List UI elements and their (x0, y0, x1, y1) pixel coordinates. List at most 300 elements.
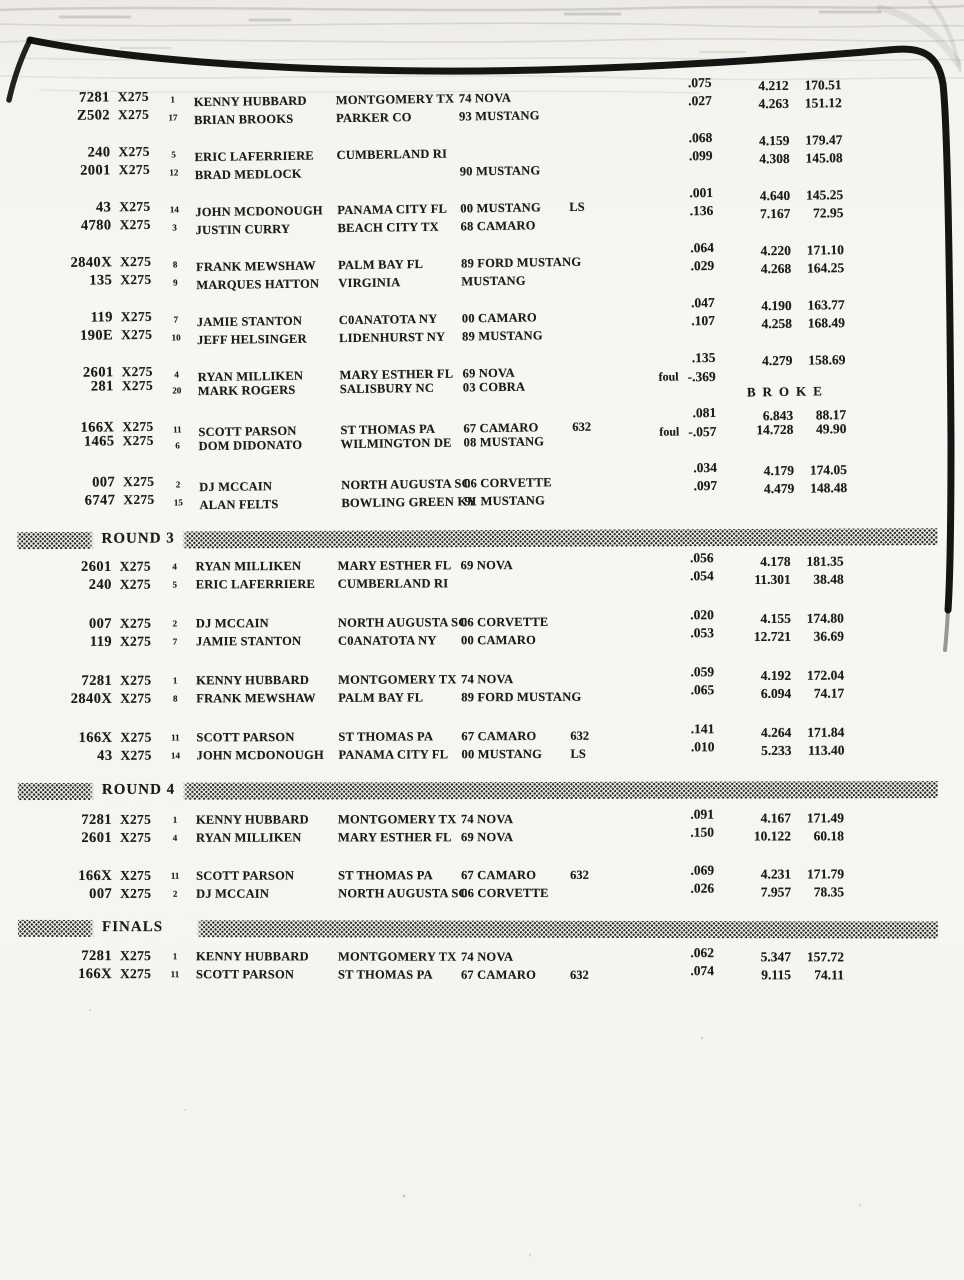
driver-name: RYAN MILLIKEN (195, 830, 302, 845)
qualifying-rank: 11 (171, 732, 180, 743)
class-label: X275 (120, 747, 152, 763)
car-note (562, 100, 602, 101)
qualifying-rank: 8 (172, 693, 178, 704)
broke-note (714, 648, 844, 649)
car-model: 00 MUSTANG (460, 200, 541, 216)
round-header-band (18, 781, 938, 800)
reaction-cell (604, 807, 714, 823)
qualifying-rank: 3 (172, 222, 177, 233)
car-number: 2001 (80, 162, 111, 179)
car-number: 2601 (81, 829, 113, 846)
hometown: PANAMA CITY FL (338, 747, 449, 762)
trap-speed: 170.51 (804, 77, 842, 93)
elapsed-time: 4.178 (760, 553, 791, 569)
car-number: 281 (90, 378, 114, 395)
race-pair (66, 404, 847, 458)
hometown: PALM BAY FL (337, 256, 424, 273)
class-label: X275 (119, 829, 152, 845)
driver-name: JAMIE STANTON (196, 313, 303, 330)
hometown: BOWLING GREEN KY (341, 494, 477, 511)
hometown: MARY ESTHER FL (337, 830, 452, 845)
car-model: 67 CAMARO (461, 728, 537, 744)
driver-name: SCOTT PARSON (196, 729, 295, 745)
driver-name: SCOTT PARSON (198, 423, 297, 440)
reaction-cell (604, 863, 714, 879)
car-number: 166X (78, 966, 112, 983)
car-model: 93 MUSTANG (458, 108, 540, 124)
reaction-cell (606, 424, 716, 442)
car-model: 74 NOVA (461, 672, 514, 687)
driver-name: JOHN MCDONOUGH (195, 203, 323, 220)
reaction-cell (603, 203, 713, 221)
car-model: 08 MUSTANG (463, 434, 545, 450)
trap-speed: 60.18 (813, 828, 845, 844)
elapsed-time: 6.843 (762, 407, 794, 424)
class-label: X275 (119, 966, 152, 982)
hometown: ST THOMAS PA (338, 729, 434, 744)
reaction-cell (606, 369, 716, 387)
car-model: 00 MUSTANG (461, 746, 543, 762)
car-number: 2840X (70, 690, 113, 707)
run-row (64, 666, 844, 687)
round-header-band (17, 528, 937, 549)
reaction-cell (604, 240, 714, 258)
class-label: X275 (123, 491, 155, 508)
round-header-label: FINALS (94, 917, 197, 938)
trap-speed: 163.77 (807, 297, 845, 313)
broke-note (715, 762, 845, 763)
car-number: 2601 (81, 558, 112, 575)
car-number: 119 (89, 633, 113, 650)
car-number: 135 (89, 272, 113, 289)
trap-speed: 157.72 (806, 949, 845, 965)
reaction-time: .107 (691, 312, 716, 329)
reaction-cell (607, 478, 717, 496)
round-section (64, 920, 844, 981)
car-model: 06 CORVETTE (460, 614, 549, 630)
reaction-cell (603, 185, 713, 203)
reaction-time: .029 (690, 257, 715, 274)
qualifying-rank: 11 (173, 424, 182, 435)
reaction-time: .150 (690, 824, 714, 840)
driver-name: MARK ROGERS (197, 382, 296, 399)
trap-speed: 113.40 (808, 742, 845, 758)
run-row (64, 944, 844, 963)
qualifying-rank: 20 (172, 385, 182, 396)
reaction-cell (605, 295, 715, 313)
broke-note (714, 591, 844, 592)
elapsed-time: 12.721 (753, 628, 791, 644)
run-row (64, 862, 844, 882)
trap-speed: 74.17 (813, 685, 845, 701)
foul-flag: foul (659, 424, 680, 439)
qualifying-rank: 15 (173, 497, 183, 508)
elapsed-time: 4.155 (760, 610, 791, 626)
trap-speed: 171.84 (807, 724, 845, 740)
driver-name: KENNY HUBBARD (195, 949, 309, 964)
qualifying-rank: 2 (175, 479, 181, 490)
car-model: 74 NOVA (458, 90, 512, 106)
qualifying-rank: 14 (169, 204, 179, 215)
qualifying-rank: 2 (172, 888, 178, 899)
car-number: 6747 (84, 492, 116, 509)
car-number: 43 (95, 199, 112, 216)
car-model: 00 CAMARO (461, 310, 538, 326)
elapsed-time: 4.479 (763, 480, 795, 497)
car-note: 632 (570, 728, 590, 743)
driver-name: DJ MCCAIN (196, 886, 270, 901)
car-number: 2601 (82, 364, 114, 381)
driver-name: DJ MCCAIN (195, 616, 269, 631)
race-pair (64, 552, 844, 591)
hometown: ST THOMAS PA (337, 967, 433, 982)
driver-name: SCOTT PARSON (196, 868, 295, 883)
reaction-cell (604, 963, 714, 979)
elapsed-time: 4.279 (761, 352, 793, 369)
class-label: X275 (119, 948, 152, 964)
qualifying-rank: 1 (172, 814, 178, 825)
reaction-time: .141 (690, 721, 715, 737)
reaction-cell (604, 258, 714, 276)
race-pair (64, 239, 845, 293)
run-row (64, 880, 844, 900)
elapsed-time: 4.192 (760, 667, 792, 683)
driver-name: JOHN MCDONOUGH (196, 747, 324, 763)
reaction-time: .135 (691, 349, 716, 366)
hometown: BEACH CITY TX (337, 219, 439, 236)
car-model: 69 NOVA (462, 365, 515, 381)
car-number: 4780 (80, 217, 112, 234)
car-model: 90 MUSTANG (459, 163, 541, 179)
car-note (565, 338, 605, 339)
qualifying-rank: 11 (170, 969, 180, 980)
hometown: PANAMA CITY FL (337, 201, 448, 218)
trap-speed: 172.04 (806, 667, 845, 683)
elapsed-time: 11.301 (754, 571, 791, 587)
car-note: LS (569, 199, 585, 214)
elapsed-time: 4.159 (758, 132, 790, 149)
run-row (64, 824, 844, 844)
class-label: X275 (119, 558, 151, 574)
driver-name: SCOTT PARSON (195, 967, 295, 982)
driver-name: MARQUES HATTON (196, 276, 320, 293)
reaction-time: .081 (692, 404, 717, 421)
trap-speed: 88.17 (815, 407, 847, 423)
reaction-cell (604, 550, 714, 566)
car-note (565, 320, 605, 321)
reaction-time: .034 (693, 459, 718, 476)
car-model: 03 COBRA (462, 379, 526, 395)
race-pair (64, 862, 844, 900)
hometown: MONTGOMERY TX (338, 672, 457, 687)
class-label: X275 (119, 811, 152, 827)
car-number: 2840X (70, 254, 113, 271)
reaction-time: .075 (687, 74, 712, 91)
car-number: 166X (78, 867, 113, 884)
round-section (64, 781, 844, 900)
qualifying-rank: 5 (171, 149, 176, 160)
elapsed-time: 9.115 (761, 967, 791, 983)
car-model: 67 CAMARO (463, 420, 539, 436)
hometown: CUMBERLAND RI (336, 146, 448, 163)
car-model: 74 NOVA (460, 812, 514, 827)
reaction-time: .062 (690, 945, 715, 961)
trap-speed: 174.05 (809, 462, 848, 478)
reaction-cell (601, 75, 711, 93)
reaction-cell (605, 313, 715, 331)
elapsed-time: 4.179 (763, 462, 795, 479)
qualifying-rank: 11 (170, 870, 180, 881)
car-model: MUSTANG (461, 273, 526, 289)
reaction-cell (604, 607, 714, 623)
reaction-time: .136 (689, 202, 714, 219)
hometown: WILMINGTON DE (340, 435, 452, 452)
car-note: LS (570, 746, 586, 761)
car-number: 7281 (79, 89, 110, 106)
reaction-time: .099 (688, 147, 713, 164)
reaction-time: .069 (690, 862, 715, 878)
elapsed-time: 4.263 (758, 95, 789, 112)
elapsed-time: 4.167 (760, 810, 791, 826)
elapsed-time: 4.308 (759, 150, 790, 167)
reaction-cell (604, 721, 714, 737)
elapsed-time: 5.347 (760, 949, 792, 965)
qualifying-rank: 6 (175, 440, 180, 451)
car-model: 67 CAMARO (460, 967, 537, 982)
class-label: X275 (119, 576, 151, 592)
driver-name: FRANK MEWSHAW (196, 258, 316, 275)
driver-name: BRAD MEDLOCK (194, 166, 302, 183)
qualifying-rank: 1 (170, 94, 176, 105)
class-label: X275 (120, 885, 152, 901)
car-note (563, 155, 603, 156)
elapsed-time: 4.212 (758, 77, 789, 94)
driver-name: JEFF HELSINGER (197, 331, 307, 348)
qualifying-rank: 4 (174, 369, 179, 380)
class-label: X275 (121, 363, 153, 380)
reaction-time: -.057 (688, 423, 717, 440)
reaction-time: .001 (689, 184, 714, 201)
driver-name: FRANK MEWSHAW (196, 690, 316, 706)
hometown: PALM BAY FL (338, 690, 424, 705)
hometown: NORTH AUGUSTA SC (341, 476, 471, 493)
run-row (64, 806, 844, 826)
race-pair (62, 129, 843, 183)
class-label: X275 (120, 326, 153, 343)
elapsed-time: 10.122 (753, 828, 792, 844)
class-label: X275 (118, 161, 151, 178)
elapsed-time: 4.264 (760, 724, 792, 740)
car-note (567, 503, 607, 504)
class-label: X275 (120, 672, 152, 688)
driver-name: DJ MCCAIN (199, 479, 273, 495)
car-note (562, 118, 602, 119)
elapsed-time: 7.957 (760, 884, 792, 900)
trap-speed: 174.80 (806, 610, 844, 626)
car-number: 7281 (81, 948, 113, 965)
trap-speed (793, 378, 846, 379)
trap-speed: 164.25 (806, 260, 845, 276)
qualifying-rank: 17 (168, 112, 178, 123)
class-label: X275 (119, 253, 152, 270)
trap-speed: 168.49 (807, 315, 846, 331)
trap-speed: 38.48 (813, 571, 844, 587)
round-section (62, 74, 848, 513)
race-pair (64, 666, 844, 705)
qualifying-rank: 4 (172, 832, 178, 843)
car-number: 240 (88, 576, 112, 593)
driver-name: JUSTIN CURRY (195, 221, 291, 238)
class-label: X275 (119, 198, 151, 215)
qualifying-rank: 4 (172, 561, 177, 572)
car-model: 89 FORD MUSTANG (460, 254, 582, 271)
hometown: NORTH AUGUSTA SC (337, 615, 468, 630)
class-label: X275 (122, 432, 154, 449)
qualifying-rank: 10 (171, 332, 181, 343)
car-model: 89 FORD MUSTANG (461, 689, 582, 705)
car-note (567, 485, 607, 486)
trap-speed: 36.69 (813, 628, 844, 644)
reaction-cell (604, 568, 714, 584)
driver-name: ERIC LAFERRIERE (195, 576, 316, 592)
reaction-time: .064 (690, 239, 714, 256)
car-model: 06 CORVETTE (461, 885, 549, 901)
elapsed-time: 7.167 (759, 205, 791, 222)
class-label: X275 (120, 690, 152, 706)
car-note (564, 283, 604, 284)
reaction-cell (604, 945, 714, 961)
class-label: X275 (119, 633, 152, 649)
reaction-time: .026 (690, 880, 715, 896)
trap-speed: 74.11 (814, 967, 844, 983)
reaction-time: .065 (690, 682, 715, 698)
car-note: 632 (569, 967, 589, 982)
reaction-time: .047 (690, 294, 715, 311)
hometown: LIDENHURST NY (339, 329, 446, 346)
driver-name: DOM DIDONATO (198, 437, 303, 454)
elapsed-time: 6.094 (760, 685, 792, 701)
race-pair (63, 184, 844, 238)
driver-name: KENNY HUBBARD (196, 672, 310, 688)
race-pair (65, 294, 846, 348)
car-model: 91 MUSTANG (464, 493, 546, 509)
car-number: 190E (79, 327, 114, 344)
reaction-time: .027 (688, 92, 712, 109)
driver-name: KENNY HUBBARD (193, 93, 307, 110)
elapsed-time: 14.728 (756, 421, 794, 438)
hometown (330, 176, 453, 178)
class-label: X275 (122, 418, 154, 435)
run-row (64, 609, 844, 630)
qualifying-rank: 1 (172, 951, 178, 962)
driver-name: RYAN MILLIKEN (197, 368, 304, 385)
race-pair (64, 609, 844, 648)
hometown: NORTH AUGUSTA SC (338, 886, 468, 901)
reaction-cell (604, 881, 714, 897)
broke-note: BROKE (746, 383, 829, 400)
car-number: 119 (90, 309, 113, 326)
driver-name: KENNY HUBBARD (195, 812, 309, 827)
car-number: 166X (80, 419, 115, 436)
car-number: 007 (88, 615, 112, 632)
broke-note (714, 705, 844, 706)
class-label: X275 (119, 615, 152, 631)
elapsed-time: 4.231 (760, 866, 792, 882)
car-model: 00 CAMARO (460, 632, 537, 648)
class-label: X275 (120, 271, 152, 288)
car-note: 632 (570, 867, 589, 882)
car-note (563, 173, 603, 174)
hometown: ST THOMAS PA (340, 421, 436, 438)
hometown: MONTGOMERY TX (337, 812, 457, 827)
hometown: ST THOMAS PA (338, 868, 433, 883)
reaction-time: .091 (690, 806, 714, 822)
trap-speed: 181.35 (806, 553, 844, 569)
car-model: 69 NOVA (460, 558, 513, 573)
run-row (64, 552, 844, 573)
driver-name: ALAN FELTS (199, 497, 279, 513)
reaction-cell (605, 350, 715, 368)
hometown: CUMBERLAND RI (337, 576, 449, 591)
reaction-cell (602, 130, 712, 148)
class-label: X275 (117, 106, 150, 123)
qualifying-rank: 12 (169, 167, 179, 178)
car-number: 007 (89, 885, 113, 902)
trap-speed: 145.08 (805, 150, 843, 166)
class-label: X275 (122, 473, 155, 490)
hometown: MONTGOMERY TX (337, 949, 457, 964)
driver-name: JAMIE STANTON (195, 633, 302, 649)
trap-speed: 145.25 (805, 187, 844, 203)
broke-note (717, 439, 847, 441)
reaction-time: .059 (690, 664, 715, 680)
race-pair (64, 806, 844, 844)
reaction-time: .056 (689, 550, 714, 566)
car-model: 74 NOVA (460, 949, 514, 964)
car-model: 06 CORVETTE (464, 475, 552, 491)
car-number: 166X (78, 729, 113, 746)
hometown: PARKER CO (335, 110, 412, 126)
elapsed-time (716, 379, 793, 380)
car-number: 7281 (81, 672, 113, 689)
hometown: VIRGINIA (338, 275, 401, 291)
class-label: X275 (120, 867, 152, 883)
car-note (566, 375, 606, 376)
round-header-label: ROUND 4 (94, 780, 183, 801)
car-model: 68 CAMARO (460, 218, 536, 234)
reaction-time: .068 (688, 129, 713, 146)
reaction-cell (607, 460, 717, 478)
hometown: C0ANATOTA NY (338, 311, 438, 328)
car-number: 240 (87, 144, 111, 161)
round-section (63, 529, 844, 762)
round-header-band (18, 920, 938, 939)
trap-speed: 171.10 (806, 242, 845, 258)
driver-name: RYAN MILLIKEN (195, 558, 302, 574)
qualifying-rank: 7 (172, 636, 178, 647)
hometown: MONTGOMERY TX (335, 91, 455, 108)
reaction-time: .054 (690, 568, 714, 584)
elapsed-time: 4.190 (761, 297, 792, 314)
trap-speed: 72.95 (812, 205, 844, 221)
elimination-results-table (64, 74, 848, 994)
qualifying-rank: 5 (172, 579, 178, 590)
race-pair (64, 723, 844, 762)
race-pair (64, 944, 844, 981)
class-label: X275 (119, 216, 151, 233)
reaction-time: .053 (690, 625, 714, 641)
elapsed-time: 5.233 (761, 742, 792, 758)
